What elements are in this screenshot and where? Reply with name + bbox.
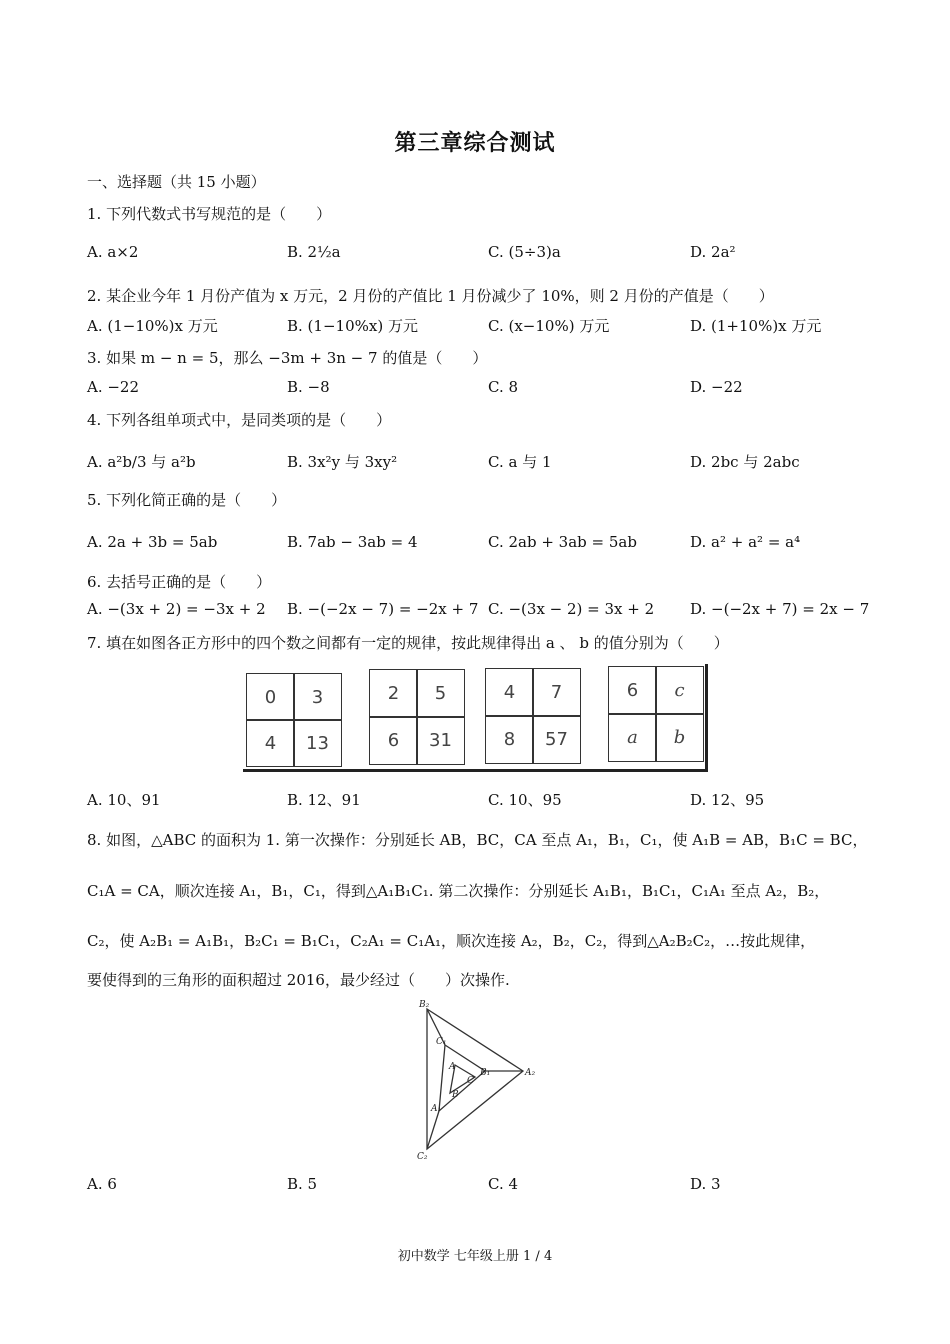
q8-option-d: D. 3: [690, 1175, 721, 1193]
label-c2: C₂: [417, 1152, 428, 1162]
question-8-line-4: 要使得到的三角形的面积超过 2016，最少经过（ ）次操作.: [87, 971, 510, 989]
q3-option-d: D. −22: [690, 378, 743, 396]
label-a1: A₁: [431, 1104, 442, 1114]
grid-3-top-left: 4: [485, 668, 534, 717]
grid-2-bottom-left: 6: [369, 716, 418, 765]
q3-option-b: B. −8: [287, 378, 330, 396]
page-title: 第三章综合测试: [394, 130, 556, 156]
q7-option-d: D. 12、95: [690, 791, 765, 809]
q7-option-a: A. 10、91: [87, 791, 161, 809]
question-8-line-1: 8. 如图，△ABC 的面积为 1. 第一次操作：分别延长 AB，BC，CA 至点 A₁，B₁，C₁，使 A₁B = AB，B₁C = BC，: [87, 831, 868, 849]
q4-option-c: C. a 与 1: [488, 453, 552, 471]
q6-option-d: D. −(−2x + 7) = 2x − 7: [690, 600, 870, 618]
q5-option-c: C. 2ab + 3ab = 5ab: [488, 533, 637, 551]
question-3-stem: 3. 如果 m − n = 5，那么 −3m + 3n − 7 的值是（ ）: [87, 349, 488, 367]
grid-2: [369, 669, 465, 765]
label-a: A: [449, 1062, 456, 1072]
q5-option-d: D. a² + a² = a⁴: [690, 533, 801, 551]
question-2-stem: 2. 某企业今年 1 月份产值为 x 万元，2 月份的产值比 1 月份减少了 10%，则 2 月份的产值是（ ）: [87, 287, 774, 305]
grid-4-bottom-left: a: [608, 713, 657, 762]
question-1-stem: 1. 下列代数式书写规范的是（ ）: [87, 205, 332, 223]
q2-option-a: A. (1−10%)x 万元: [87, 317, 218, 335]
label-a2: A₂: [525, 1068, 536, 1078]
q7-option-c: C. 10、95: [488, 791, 562, 809]
q8-option-c: C. 4: [488, 1175, 519, 1193]
q8-option-b: B. 5: [287, 1175, 318, 1193]
label-b: B: [452, 1090, 459, 1100]
grid-4-top-right: c: [655, 666, 704, 715]
grid-2-top-right: 5: [416, 669, 465, 718]
question-7-stem: 7. 填在如图各正方形中的四个数之间都有一定的规律，按此规律得出 a 、 b 的值分别为（ ）: [87, 634, 729, 652]
q4-option-d: D. 2bc 与 2abc: [690, 453, 800, 471]
number-grid-figure: [243, 664, 708, 772]
grid-1-bottom-left: 4: [246, 719, 295, 767]
q6-option-b: B. −(−2x − 7) = −2x + 7: [287, 600, 479, 618]
q2-option-c: C. (x−10%) 万元: [488, 317, 610, 335]
grid-4: [608, 666, 704, 762]
question-4-stem: 4. 下列各组单项式中，是同类项的是（ ）: [87, 411, 392, 429]
q4-option-a: A. a²b/3 与 a²b: [87, 453, 196, 471]
q7-option-b: B. 12、91: [287, 791, 361, 809]
q1-option-b: B. 2½a: [287, 243, 341, 261]
grid-3: [485, 668, 581, 764]
q1-option-c: C. (5÷3)a: [488, 243, 561, 261]
question-8-line-3: C₂，使 A₂B₁ = A₁B₁，B₂C₁ = B₁C₁，C₂A₁ = C₁A₁，顺次连接 A₂，B₂，C₂，得到△A₂B₂C₂，…按此规律，: [87, 932, 816, 950]
q5-option-a: A. 2a + 3b = 5ab: [87, 533, 218, 551]
grid-4-top-left: 6: [608, 666, 657, 715]
q5-option-b: B. 7ab − 3ab = 4: [287, 533, 418, 551]
grid-3-bottom-left: 8: [485, 715, 534, 764]
label-b2: B₂: [419, 1000, 430, 1010]
grid-1-top-left: 0: [246, 673, 295, 721]
triangle-figure: [405, 995, 550, 1165]
q2-option-b: B. (1−10%x) 万元: [287, 317, 418, 335]
grid-2-top-left: 2: [369, 669, 418, 718]
page-footer: 初中数学 七年级上册 1 / 4: [397, 1249, 553, 1264]
q4-option-b: B. 3x²y 与 3xy²: [287, 453, 398, 471]
q6-option-c: C. −(3x − 2) = 3x + 2: [488, 600, 655, 618]
q6-option-a: A. −(3x + 2) = −3x + 2: [87, 600, 266, 618]
section-heading: 一、选择题（共 15 小题）: [87, 173, 266, 191]
q2-option-d: D. (1+10%)x 万元: [690, 317, 822, 335]
label-b1: B₁: [480, 1068, 491, 1078]
q3-option-c: C. 8: [488, 378, 519, 396]
grid-1: [246, 673, 342, 767]
question-6-stem: 6. 去括号正确的是（ ）: [87, 573, 272, 591]
label-c1: C₁: [436, 1037, 447, 1047]
grid-1-bottom-right: 13: [293, 719, 342, 767]
question-5-stem: 5. 下列化简正确的是（ ）: [87, 491, 287, 509]
q3-option-a: A. −22: [87, 378, 140, 396]
triangle-a1b1c1: [439, 1045, 485, 1111]
q1-option-a: A. a×2: [87, 243, 139, 261]
grid-1-top-right: 3: [293, 673, 342, 721]
label-c: C: [467, 1076, 474, 1086]
grid-2-bottom-right: 31: [416, 716, 465, 765]
grid-4-bottom-right: b: [655, 713, 704, 762]
q8-option-a: A. 6: [87, 1175, 117, 1193]
grid-3-top-right: 7: [532, 668, 581, 717]
q1-option-d: D. 2a²: [690, 243, 736, 261]
grid-3-bottom-right: 57: [532, 715, 581, 764]
question-8-line-2: C₁A = CA，顺次连接 A₁，B₁，C₁，得到△A₁B₁C₁. 第二次操作：分别延长 A₁B₁，B₁C₁，C₁A₁ 至点 A₂，B₂，: [87, 882, 830, 900]
